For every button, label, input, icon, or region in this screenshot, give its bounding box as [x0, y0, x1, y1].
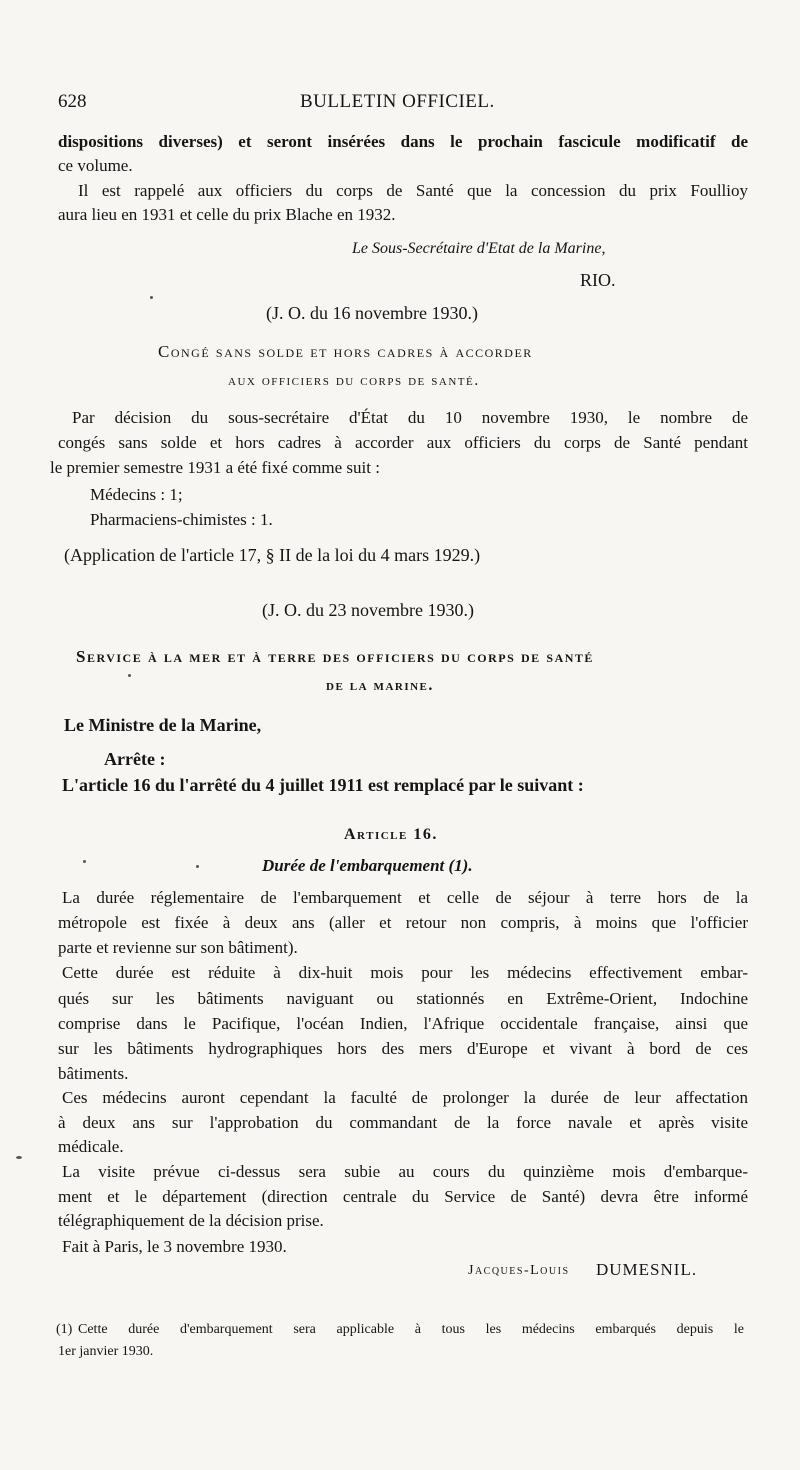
- arrete-heading: Arrête :: [104, 749, 166, 769]
- paragraph-line: sur les bâtiments hydrographiques hors des mers d'Europe et vivant à bord de ces: [58, 1039, 748, 1058]
- paragraph-line: comprise dans le Pacifique, l'océan Indien, l'Afrique occidentale française, ainsi que: [58, 1014, 748, 1033]
- scan-speck: [83, 860, 86, 863]
- signatory-last-name: DUMESNIL.: [596, 1260, 698, 1279]
- paragraph-line: le premier semestre 1931 a été fixé comme suit :: [50, 458, 380, 477]
- paragraph-line: Cette durée est réduite à dix-huit mois pour les médecins effectivement embar-: [62, 963, 748, 982]
- section-title: Service à la mer et à terre des officiers du corps de santé: [76, 647, 594, 666]
- scan-speck: [128, 674, 131, 677]
- paragraph-line: congés sans solde et hors cadres à accorder aux officiers du corps de Santé pendant: [58, 433, 748, 452]
- footnote-marker: (1): [56, 1322, 73, 1337]
- date-and-place: Fait à Paris, le 3 novembre 1930.: [62, 1237, 287, 1256]
- scan-speck: [150, 296, 153, 299]
- paragraph-line: qués sur les bâtiments naviguant ou stationnés en Extrême-Orient, Indochine: [58, 989, 748, 1008]
- intro-line: Il est rappelé aux officiers du corps de Santé que la concession du prix Foullioy: [78, 181, 748, 200]
- scan-speck: [196, 865, 199, 868]
- section-title: de la marine.: [326, 677, 434, 694]
- section-title: Congé sans solde et hors cadres à accorder: [158, 342, 533, 361]
- section-title: aux officiers du corps de santé.: [228, 372, 480, 389]
- footnote-line: 1er janvier 1930.: [58, 1344, 154, 1359]
- list-item: Pharmaciens-chimistes : 1.: [90, 510, 273, 529]
- paragraph-line: La durée réglementaire de l'embarquement et celle de séjour à terre hors de la: [62, 888, 748, 907]
- page-number: 628: [58, 91, 87, 112]
- paragraph-line: à deux ans sur l'approbation du commandant de la force navale et après visite: [58, 1113, 748, 1132]
- paragraph-line: médicale.: [58, 1137, 124, 1156]
- paragraph-line: métropole est fixée à deux ans (aller et retour non compris, à moins que l'officier: [58, 913, 748, 932]
- intro-line: ce volume.: [58, 156, 133, 175]
- list-item: Médecins : 1;: [90, 485, 183, 504]
- signatory-first-name: Jacques-Louis: [468, 1263, 570, 1278]
- replacement-statement: L'article 16 du l'arrêté du 4 juillet 1911 est remplacé par le suivant :: [62, 775, 584, 795]
- signature-role: Le Sous-Secrétaire d'Etat de la Marine,: [352, 240, 606, 257]
- paragraph-line: ment et le département (direction centrale du Service de Santé) devra être informé: [58, 1187, 748, 1206]
- paragraph-line: La visite prévue ci-dessus sera subie au cours du quinzième mois d'embarque-: [62, 1162, 748, 1181]
- signature-name: RIO.: [580, 270, 616, 290]
- paragraph-line: télégraphiquement de la décision prise.: [58, 1211, 324, 1230]
- journal-officiel-reference: (J. O. du 16 novembre 1930.): [266, 303, 478, 323]
- legal-application-note: (Application de l'article 17, § II de la loi du 4 mars 1929.): [64, 545, 481, 565]
- intro-line: dispositions diverses) et seront insérées dans le prochain fascicule modificatif de: [58, 132, 748, 151]
- minister-heading: Le Ministre de la Marine,: [64, 715, 262, 735]
- paragraph-line: parte et revienne sur son bâtiment).: [58, 938, 298, 957]
- page-header-title: BULLETIN OFFICIEL.: [300, 91, 495, 112]
- footnote-line: Cette durée d'embarquement sera applicable à tous les médecins embarqués depuis le: [78, 1322, 744, 1337]
- intro-line: aura lieu en 1931 et celle du prix Blache en 1932.: [58, 205, 396, 224]
- article-heading: Article 16.: [344, 826, 438, 843]
- scan-speck: [16, 1156, 22, 1159]
- paragraph-line: Par décision du sous-secrétaire d'État du 10 novembre 1930, le nombre de: [72, 408, 748, 427]
- paragraph-line: Ces médecins auront cependant la faculté de prolonger la durée de leur affectation: [62, 1088, 748, 1107]
- paragraph-line: bâtiments.: [58, 1064, 129, 1083]
- article-subheading: Durée de l'embarquement (1).: [262, 856, 473, 875]
- journal-officiel-reference: (J. O. du 23 novembre 1930.): [262, 600, 474, 620]
